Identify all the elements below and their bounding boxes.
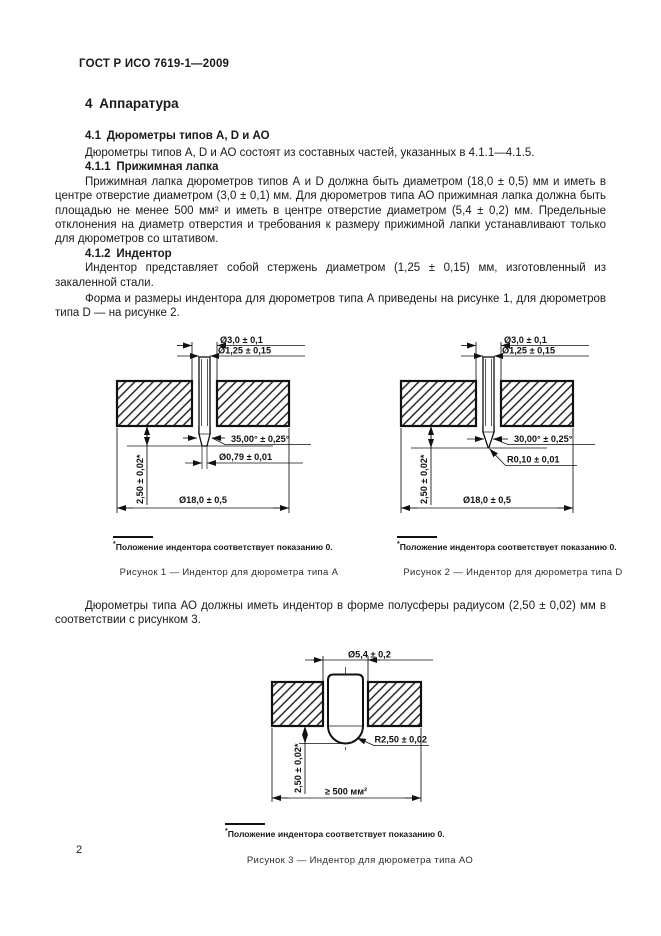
dim-label-depth: 2,50 ± 0,02*: [293, 743, 303, 793]
heading-4-1-1: 4.1.1 Прижимная лапка: [85, 161, 219, 174]
figure-2-footnote: [397, 536, 629, 552]
figure-3: [225, 646, 495, 867]
footnote-text: Положение индентора соответствует показанию 0.: [115, 541, 333, 552]
page-number: 2: [76, 844, 83, 856]
figure-3-footnote: [225, 823, 495, 839]
dim-label-area: ≥ 500 мм²: [324, 786, 368, 797]
figure-2: [397, 335, 629, 578]
paragraph-4-1-2b: Форма и размеры индентора для дюрометров типа А приведены на рисунке 1, для дюрометров типа D — на рисунке 2.: [55, 293, 606, 320]
figure-1: [113, 335, 345, 578]
dim-label-tip: Ø0,79 ± 0,01: [219, 451, 273, 462]
standard-header: ГОСТ Р ИСО 7619-1—2009: [79, 58, 230, 70]
footnote-star: *: [397, 540, 400, 548]
figure-1-footnote: [113, 536, 345, 552]
dim-label-hole: Ø5,4 ± 0,2: [348, 649, 391, 660]
paragraph-ao: Дюрометры типа АО должны иметь индентор в форме полусферы радиусом (2,50 ± 0,02) мм в соответствии с рисунком 3.: [55, 599, 606, 627]
dim-label-hole: Ø3,0 ± 0,1: [220, 334, 263, 345]
dim-label-angle: 30,00° ± 0,25°: [514, 433, 573, 444]
footnote-rule: [113, 536, 153, 538]
section-title: 4 Аппаратура: [85, 96, 179, 111]
figure-3-caption: Рисунок 3 — Индентор для дюрометра типа АО: [246, 855, 474, 867]
dim-label-radius: R0,10 ± 0,01: [507, 454, 560, 465]
footnote-rule: [397, 536, 437, 538]
dim-label-depth: 2,50 ± 0,02*: [419, 454, 429, 504]
figure-row: [113, 334, 623, 578]
figure-2-drawing: [397, 335, 629, 521]
figure-1-drawing: [113, 335, 345, 521]
dim-label-foot: Ø18,0 ± 0,5: [179, 494, 227, 505]
dim-label-rod: Ø1,25 ± 0,15: [218, 345, 272, 356]
footnote-text: Положение индентора соответствует показанию 0.: [227, 828, 445, 839]
dim-label-angle: 35,00° ± 0,25°: [231, 433, 290, 444]
paragraph-intro: Дюрометры типов А, D и АО состоят из составных частей, указанных в 4.1.1—4.1.5.: [85, 147, 535, 159]
paragraph-4-1-1: Прижимная лапка дюрометров типов А и D должна быть диаметром (18,0 ± 0,5) мм и иметь в центре отверстие диаметром (3,0 ± 0,1) мм. Для дюрометров типа АО прижимная лапка должна быть площадью не менее 500 мм² и иметь в центре отверстие диаметром (5,4 ± 0,2) мм. Предельные отклонения на диаметр отверстия и требования к размеру прижимной лапки устанавливают только для дюрометров со штативом.: [55, 175, 606, 246]
dim-label-radius: R2,50 ± 0,02: [374, 734, 428, 745]
dim-label-rod: Ø1,25 ± 0,15: [502, 345, 556, 356]
heading-4-1-2: 4.1.2 Индентор: [85, 247, 172, 260]
figure-3-drawing: [245, 646, 455, 808]
subsection-title: 4.1 Дюрометры типов А, D и АО: [85, 130, 270, 142]
dim-label-hole: Ø3,0 ± 0,1: [504, 334, 547, 345]
footnote-text: Положение индентора соответствует показанию 0.: [399, 541, 617, 552]
footnote-rule: [225, 823, 265, 825]
figure-1-caption: Рисунок 1 — Индентор для дюрометра типа А: [119, 566, 339, 578]
figure-2-caption: Рисунок 2 — Индентор для дюрометра типа D: [403, 566, 623, 578]
footnote-star: *: [113, 540, 116, 548]
dim-label-foot: Ø18,0 ± 0,5: [463, 494, 511, 505]
dim-label-depth: 2,50 ± 0,02*: [135, 454, 145, 504]
paragraph-4-1-2a: Индентор представляет собой стержень диаметром (1,25 ± 0,15) мм, изготовленный из закаленной стали.: [55, 262, 606, 289]
footnote-star: *: [225, 827, 228, 835]
